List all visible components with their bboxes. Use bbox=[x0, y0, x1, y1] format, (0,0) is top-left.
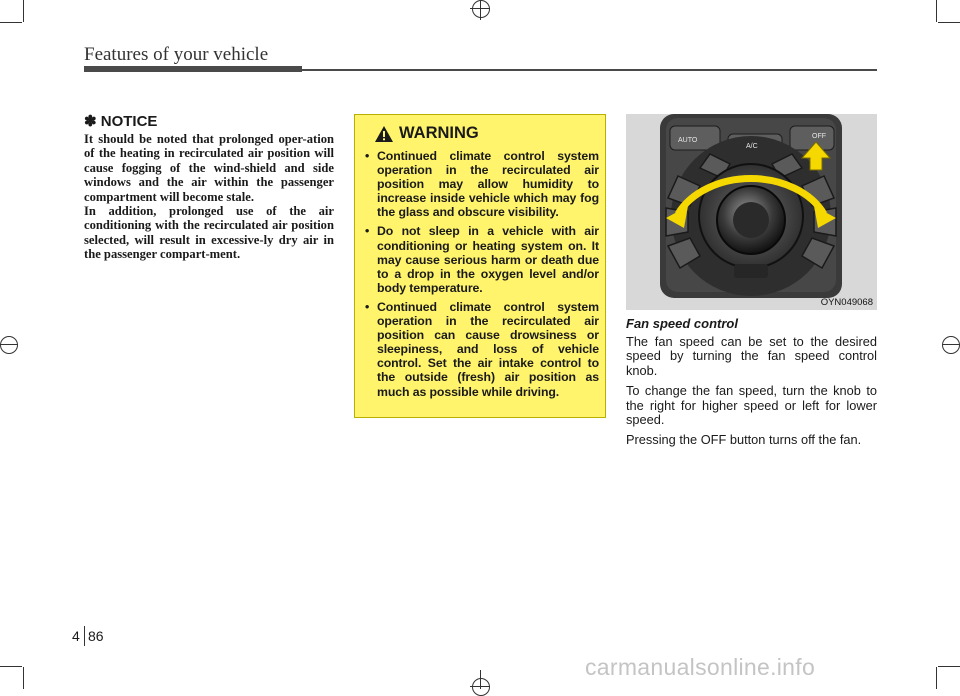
registration-mark bbox=[470, 8, 490, 9]
auto-button-label: AUTO bbox=[678, 137, 698, 144]
fan-speed-paragraph: Pressing the OFF button turns off the fan. bbox=[626, 432, 862, 448]
crop-mark bbox=[23, 0, 24, 22]
page-number-divider bbox=[84, 626, 85, 646]
warning-header bbox=[375, 124, 479, 143]
warning-list bbox=[363, 149, 599, 404]
warning-item: • Continued climate control system operation in the recirculated air position can cause drowsiness or sleepiness, and loss of vehicle control. Set the air intake control to the outside (fresh) air position as much as possible while driving. bbox=[363, 300, 599, 399]
fan-speed-paragraph: The fan speed can be set to the desired speed by turning the fan speed control knob. bbox=[626, 334, 877, 378]
notice-paragraph: In addition, prolonged use of the air conditioning with the recirculated air position selected, will result in excessive-ly dry air in the passenger compart-ment. bbox=[84, 204, 334, 262]
crop-mark bbox=[938, 666, 960, 667]
fan-speed-paragraph: To change the fan speed, turn the knob to the right for higher speed or left for lower speed. bbox=[626, 383, 877, 428]
page-header-title: Features of your vehicle bbox=[84, 44, 269, 65]
ac-button-label: A/C bbox=[746, 143, 758, 150]
warning-heading: WARNING bbox=[399, 124, 479, 142]
registration-mark bbox=[472, 678, 490, 696]
header-rule bbox=[302, 69, 877, 71]
warning-triangle-icon bbox=[375, 126, 393, 142]
warning-item: • Do not sleep in a vehicle with air conditioning or heating system on. It may cause serious harm or death due to a drop in the oxygen level and/or body temperature. bbox=[363, 224, 599, 294]
registration-mark bbox=[942, 336, 960, 354]
off-button-label: OFF bbox=[812, 133, 826, 140]
crop-mark bbox=[23, 667, 24, 689]
fan-speed-heading: Fan speed control bbox=[626, 316, 738, 331]
registration-mark bbox=[470, 686, 490, 687]
warning-item: • Continued climate control system operation in the recirculated air position may allow humidity to increase inside vehicle which may fog the glass and obscure visibility. bbox=[363, 149, 599, 219]
crop-mark bbox=[938, 22, 960, 23]
climate-panel-illustration bbox=[626, 114, 877, 310]
registration-mark bbox=[472, 0, 490, 18]
warning-box bbox=[354, 114, 606, 418]
crop-mark bbox=[936, 0, 937, 22]
registration-mark bbox=[0, 336, 18, 354]
page-number: 86 bbox=[88, 628, 104, 644]
figure-code: OYN049068 bbox=[820, 297, 873, 308]
notice-paragraph: It should be noted that prolonged oper-ation of the heating in recirculated air position will cause fogging of the wind-shield and side windows and the air within the passenger compartment will become stale. bbox=[84, 132, 334, 204]
climate-control-figure bbox=[626, 114, 877, 310]
crop-mark bbox=[936, 667, 937, 689]
fan-speed-section bbox=[626, 316, 877, 454]
crop-mark bbox=[0, 22, 22, 23]
notice-heading: ✽ NOTICE bbox=[84, 113, 158, 130]
crop-mark bbox=[0, 666, 22, 667]
header-rule bbox=[84, 66, 302, 72]
watermark-link[interactable]: carmanualsonline.info bbox=[585, 654, 816, 680]
chapter-number: 4 bbox=[72, 628, 80, 644]
notice-box bbox=[84, 112, 334, 262]
